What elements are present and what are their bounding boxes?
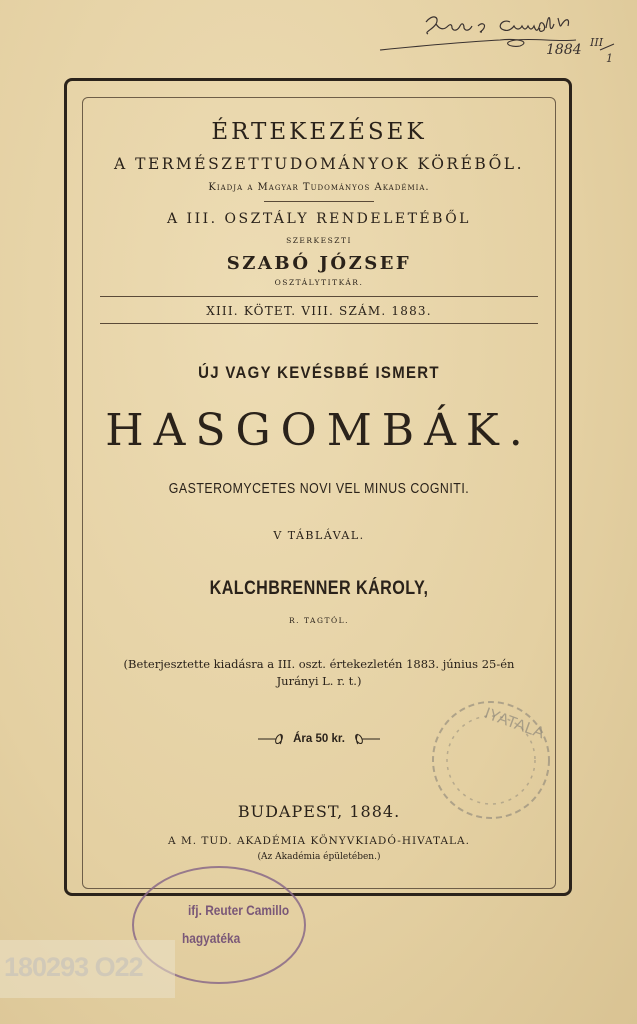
divider-short [264, 201, 374, 202]
ornament-left-icon [258, 732, 286, 746]
series-title: ÉRTEKEZÉSEK [211, 119, 427, 145]
library-stamp [425, 690, 555, 830]
work-subtitle: ÚJ VAGY KEVÉSBBÉ ISMERT [198, 363, 440, 382]
editor-name: SZABÓ JÓZSEF [226, 253, 412, 274]
edited-by-label: SZERKESZTI [286, 236, 352, 245]
submission-note-line2: Jurányi L. r. t.) [276, 674, 362, 688]
author-role: R. TAGTÓL. [289, 616, 349, 625]
author-name: KALCHBRENNER KÁROLY, [209, 578, 429, 599]
estate-stamp-line1: ifj. Reuter Camillo [188, 902, 290, 918]
publisher-line: Kiadja a Magyar Tudományos Akadémia. [208, 182, 430, 193]
price-label: Ára 50 kr. [293, 733, 345, 745]
latin-title: GASTEROMYCETES NOVI VEL MINUS COGNITI. [168, 481, 470, 497]
order-line: A III. OSZTÁLY RENDELETÉBŐL [167, 211, 471, 227]
ornament-right-icon [352, 732, 380, 746]
imprint-building: (Az Akadémia épületében.) [257, 852, 381, 862]
svg-text:1: 1 [606, 52, 613, 65]
divider-bottom [100, 323, 538, 324]
plates-note: V TÁBLÁVAL. [273, 529, 365, 542]
library-stamp-text: IYATALA [482, 705, 547, 743]
handwritten-signature [378, 10, 628, 70]
library-number: 180293 O22 [4, 952, 143, 982]
imprint-city-year: BUDAPEST, 1884. [237, 802, 401, 821]
editor-role: OSZTÁLYTITKÁR. [274, 278, 364, 287]
imprint-office: A M. TUD. AKADÉMIA KÖNYVKIADÓ-HIVATALA. [168, 835, 470, 847]
submission-note-line1: (Beterjesztette kiadásra a III. oszt. értekezletén 1883. június 25-én [123, 657, 515, 671]
series-subtitle: A TERMÉSZETTUDOMÁNYOK KÖRÉBŐL. [113, 155, 525, 173]
volume-line: XIII. KÖTET. VIII. SZÁM. 1883. [206, 304, 432, 318]
work-title: HASGOMBÁK. [105, 405, 533, 456]
svg-text:1884: 1884 [546, 42, 582, 58]
svg-text:III: III [590, 36, 604, 49]
estate-stamp-line2: hagyatéka [182, 930, 241, 946]
divider-top [100, 296, 538, 297]
